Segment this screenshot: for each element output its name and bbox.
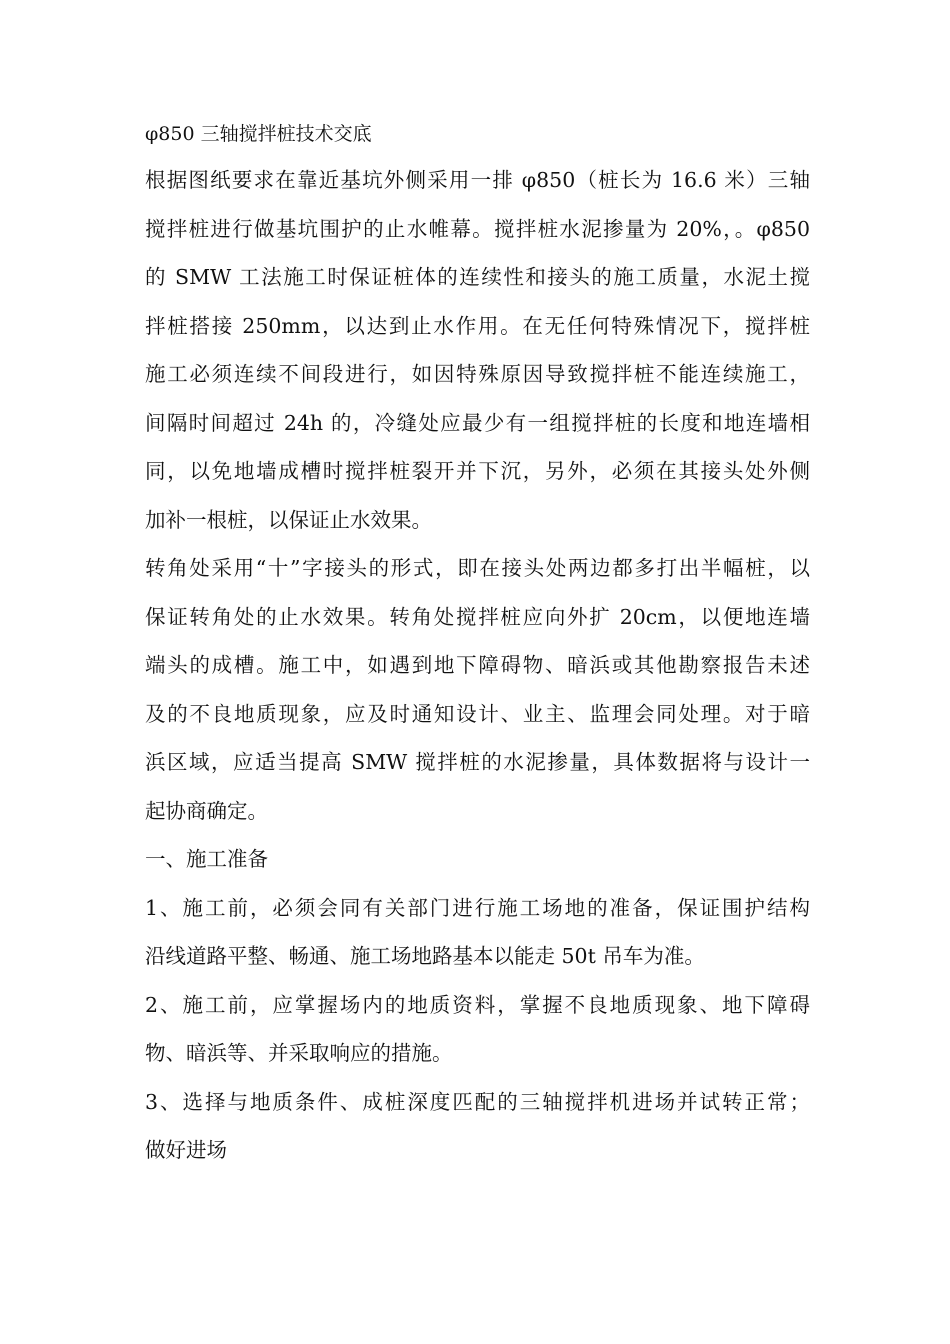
paragraph-line: 物、暗浜等、并采取响应的措施。 — [145, 1041, 453, 1065]
paragraph-line: 沿线道路平整、畅通、施工场地路基本以能走 50t 吊车为准。 — [145, 944, 705, 968]
paragraph-line: 3、选择与地质条件、成桩深度匹配的三轴搅拌机进场并试转正常； — [145, 1089, 810, 1114]
paragraph-line: 搅拌桩进行做基坑围护的止水帷幕。搅拌桩水泥掺量为 20%，。φ850 — [145, 216, 810, 241]
paragraph-line: 拌桩搭接 250mm，以达到止水作用。在无任何特殊情况下，搅拌桩 — [145, 313, 810, 338]
paragraph-line: 2、施工前，应掌握场内的地质资料，掌握不良地质现象、地下障碍 — [145, 992, 810, 1017]
paragraph-line: 起协商确定。 — [145, 798, 268, 823]
section-heading: 一、施工准备 — [145, 847, 268, 871]
paragraph-line: 转角处采用“十”字接头的形式，即在接头处两边都多打出半幅桩，以 — [145, 556, 810, 580]
paragraph-line: 端头的成槽。施工中，如遇到地下障碍物、暗浜或其他勘察报告未述 — [145, 653, 810, 677]
paragraph-line: 施工必须连续不间段进行，如因特殊原因导致搅拌桩不能连续施工， — [145, 362, 810, 386]
paragraph-line: 1、施工前，必须会同有关部门进行施工场地的准备，保证围护结构 — [145, 895, 810, 920]
intro-paragraph — [145, 162, 810, 550]
paragraph-line: 加补一根桩，以保证止水效果。 — [145, 507, 432, 532]
paragraph-line: 间隔时间超过 24h 的，冷缝处应最少有一组搅拌桩的长度和地连墙相 — [145, 410, 810, 435]
list-item-2 — [145, 987, 810, 1084]
list-item-3 — [145, 1084, 810, 1181]
paragraph-line: 做好进场 — [145, 1138, 227, 1162]
paragraph-line: 保证转角处的止水效果。转角处搅拌桩应向外扩 20cm，以便地连墙 — [145, 604, 810, 629]
paragraph-line: 根据图纸要求在靠近基坑外侧采用一排 φ850（桩长为 16.6 米）三轴 — [145, 168, 810, 192]
list-item-1 — [145, 890, 810, 987]
paragraph-line: 的 SMW 工法施工时保证桩体的连续性和接头的施工质量，水泥土搅 — [145, 265, 810, 289]
paragraph-line: 及的不良地质现象，应及时通知设计、业主、监理会同处理。对于暗 — [145, 701, 810, 726]
corner-joint-paragraph — [145, 550, 810, 841]
paragraph-line: 浜区域，应适当提高 SMW 搅拌桩的水泥掺量，具体数据将与设计一 — [145, 750, 810, 774]
paragraph-line: 同，以免地墙成槽时搅拌桩裂开并下沉，另外，必须在其接头处外侧 — [145, 459, 810, 483]
document-body — [145, 116, 810, 1181]
document-title: φ850 三轴搅拌桩技术交底 — [145, 123, 372, 145]
